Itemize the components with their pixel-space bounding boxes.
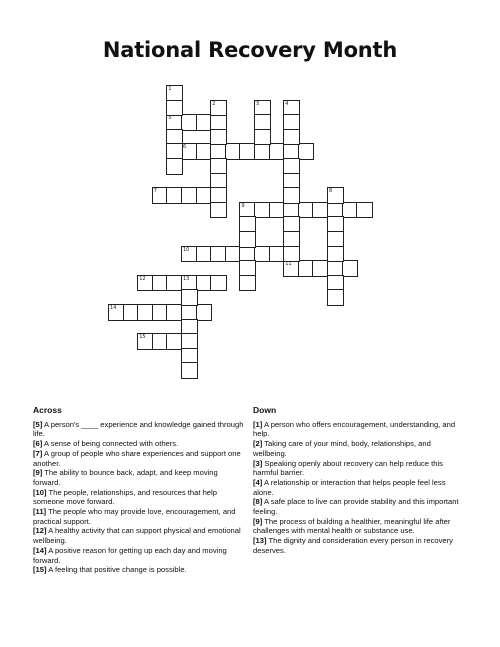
clue-text: Taking care of your mind, body, relationships, and wellbeing. [253, 439, 431, 458]
down-clue [253, 517, 463, 536]
clue-text: A feeling that positive change is possible. [46, 565, 187, 575]
clue-text: The people, relationships, and resources that help someone move forward. [33, 487, 217, 507]
clue-text: A person's ____ experience and knowledge gained through life. [33, 419, 244, 439]
across-clue [33, 565, 245, 575]
grid-cell[interactable] [239, 275, 256, 292]
across-clue [33, 439, 245, 449]
down-clue [253, 536, 463, 555]
across-clue [33, 488, 245, 507]
grid-cell[interactable] [210, 202, 227, 219]
grid-cell[interactable] [356, 202, 373, 219]
clue-number: 8 [329, 188, 333, 195]
clue-number-label: [14] [33, 545, 47, 555]
across-clue [33, 468, 245, 487]
across-clue [33, 507, 245, 526]
clue-text: A safe place to live can provide stability and this important feeling. [253, 497, 459, 517]
grid-cell[interactable] [196, 304, 213, 321]
clue-number: 13 [183, 275, 190, 282]
clue-number-label: [9] [33, 468, 43, 478]
grid-cell[interactable] [239, 231, 256, 248]
grid-cell[interactable] [327, 246, 344, 263]
grid-cell[interactable] [254, 129, 271, 146]
down-clue [253, 478, 463, 497]
grid-cell[interactable] [283, 129, 300, 146]
clue-number: 12 [139, 275, 146, 282]
down-clues [253, 406, 463, 556]
across-clue-list [33, 420, 245, 575]
clue-text: A sense of being connected with others. [42, 439, 179, 449]
clue-text: A positive reason for getting up each day and moving forward. [33, 545, 227, 565]
across-clue [33, 546, 245, 565]
clue-number-label: [11] [33, 507, 47, 517]
grid-cell[interactable] [210, 100, 227, 117]
down-clue [253, 439, 463, 458]
down-clue [253, 420, 463, 439]
clue-number: 14 [110, 305, 117, 311]
across-clue [33, 526, 245, 545]
grid-cell[interactable] [210, 129, 227, 146]
across-clue [33, 420, 245, 439]
clue-number: 1 [168, 86, 172, 92]
grid-cell[interactable] [181, 289, 198, 306]
across-heading: Across [33, 405, 62, 415]
clue-text: The ability to bounce back, adapt, and keep moving forward. [33, 468, 218, 487]
grid-cell[interactable] [210, 275, 227, 292]
clue-number: 11 [285, 261, 292, 268]
down-clue [253, 459, 463, 478]
clue-text: A relationship or interaction that helps people feel less alone. [253, 477, 446, 497]
clue-number-label: [5] [33, 419, 43, 429]
clue-number-label: [7] [33, 448, 43, 458]
clue-text: The dignity and consideration every person in recovery deserves. [253, 536, 453, 555]
down-heading: Down [253, 405, 277, 415]
down-clue [253, 497, 463, 516]
clue-number-label: [9] [253, 516, 263, 526]
puzzle-title: National Recovery Month [102, 38, 398, 62]
clue-text: A healthy activity that can support physical and emotional wellbeing. [33, 526, 241, 546]
grid-cell[interactable] [283, 187, 300, 204]
grid-cell[interactable] [298, 143, 315, 160]
grid-cell[interactable] [342, 260, 359, 277]
across-clue [33, 449, 245, 468]
clue-number-label: [2] [253, 439, 263, 449]
grid-cell[interactable] [166, 100, 183, 117]
grid-cell[interactable] [327, 289, 344, 306]
across-clues [33, 406, 245, 575]
clue-number: 9 [241, 202, 245, 209]
grid-cell[interactable] [166, 158, 183, 175]
clue-number: 3 [256, 100, 260, 107]
clue-text: A group of people who share experiences and support one another. [33, 448, 241, 468]
clue-number-label: [13] [253, 536, 267, 546]
clue-number-label: [4] [253, 477, 263, 487]
clue-number: 7 [153, 188, 157, 195]
clue-number: 10 [183, 246, 190, 253]
clue-number-label: [10] [33, 487, 47, 497]
clue-text: The people who may provide love, encouragement, and practical support. [33, 507, 236, 526]
clue-number-label: [12] [33, 526, 47, 536]
clue-number-label: [15] [33, 565, 47, 575]
clue-number: 6 [183, 144, 187, 151]
clue-number-label: [8] [253, 497, 263, 507]
grid-cell[interactable] [181, 362, 198, 379]
clue-number-label: [1] [253, 419, 263, 429]
clue-number: 5 [168, 115, 172, 122]
grid-cell[interactable] [283, 246, 300, 263]
clue-text: The process of building a healthier, meaningful life after challenges with mental health or substance use. [253, 516, 451, 536]
grid-cell[interactable] [327, 187, 344, 204]
clue-text: A person who offers encouragement, understanding, and help. [253, 419, 456, 439]
clue-number-label: [6] [33, 439, 43, 449]
clue-number: 15 [139, 334, 146, 341]
clue-number: 2 [212, 100, 216, 107]
clue-number: 4 [285, 100, 289, 107]
clue-number-label: [3] [253, 458, 263, 468]
clue-text: Speaking openly about recovery can help reduce this harmful barrier. [253, 458, 443, 478]
down-clue-list [253, 420, 463, 556]
